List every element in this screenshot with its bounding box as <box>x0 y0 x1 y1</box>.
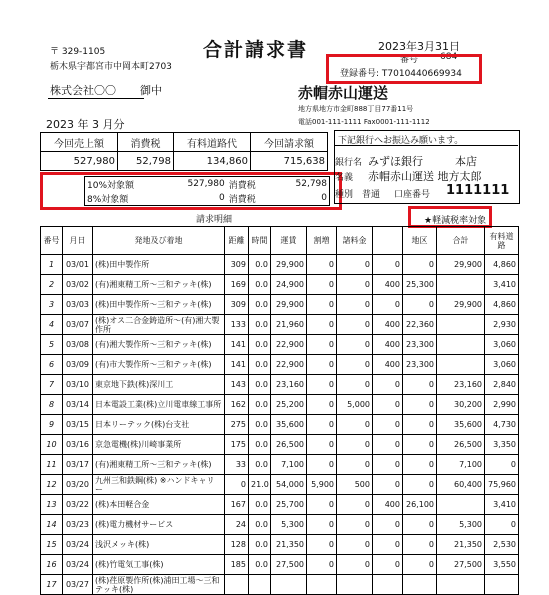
row-toll: 2,990 <box>485 395 519 415</box>
row-surcharge: 0 <box>307 455 337 475</box>
row-total: 5,300 <box>437 515 485 535</box>
row-area: 22,360 <box>403 315 437 335</box>
tax-label: 消費税 <box>228 180 256 191</box>
row-surcharge: 0 <box>307 535 337 555</box>
table-row <box>41 375 519 395</box>
row-extra: 0 <box>373 455 403 475</box>
customer-underline <box>48 98 144 99</box>
row-surcharge: 0 <box>307 275 337 295</box>
row-hours: 0.0 <box>249 455 271 475</box>
row-hours: 0.0 <box>249 495 271 515</box>
row-date: 03/17 <box>63 455 93 475</box>
number-value: 684 <box>440 52 458 62</box>
row-route: (株)竹電気工事(株) <box>93 555 225 575</box>
row-surcharge: 0 <box>307 515 337 535</box>
row-surcharge <box>307 575 337 595</box>
row-area: 0 <box>403 435 437 455</box>
row-surcharge: 0 <box>307 355 337 375</box>
row-fare: 29,900 <box>271 255 307 275</box>
table-row <box>41 275 519 295</box>
row-total: 27,500 <box>437 555 485 575</box>
row-area: 0 <box>403 395 437 415</box>
bank-divider <box>334 145 518 146</box>
row-date: 03/01 <box>63 255 93 275</box>
row-area: 0 <box>403 255 437 275</box>
row-surcharge: 0 <box>307 315 337 335</box>
row-toll: 3,550 <box>485 555 519 575</box>
row-extra: 0 <box>373 515 403 535</box>
row-hours: 0.0 <box>249 435 271 455</box>
invoice-total: 715,638 <box>251 152 328 171</box>
row-total <box>437 275 485 295</box>
row-hours: 0.0 <box>249 335 271 355</box>
row-area: 25,300 <box>403 275 437 295</box>
row-fees: 0 <box>337 435 373 455</box>
account-holder: 赤帽赤山運送 地方太郎 <box>368 170 482 183</box>
table-row <box>41 255 519 275</box>
row-toll: 4,860 <box>485 295 519 315</box>
document-title: 合計請求書 <box>203 39 309 61</box>
row-distance: 24 <box>225 515 249 535</box>
row-area: 0 <box>403 535 437 555</box>
row-fees: 0 <box>337 315 373 335</box>
row-area: 0 <box>403 555 437 575</box>
row-toll: 3,410 <box>485 495 519 515</box>
row-total: 60,400 <box>437 475 485 495</box>
table-header-row <box>41 227 519 255</box>
row-distance: 309 <box>225 255 249 275</box>
row-total: 21,350 <box>437 535 485 555</box>
row-fees: 0 <box>337 535 373 555</box>
row-area: 0 <box>403 375 437 395</box>
row-hours: 0.0 <box>249 515 271 535</box>
table-row <box>41 395 519 415</box>
row-number: 15 <box>41 535 63 555</box>
row-area: 26,100 <box>403 495 437 515</box>
row-fare: 54,000 <box>271 475 307 495</box>
row-area: 0 <box>403 515 437 535</box>
row-fees: 0 <box>337 275 373 295</box>
highlight-tax <box>40 172 342 210</box>
row-distance: 141 <box>225 355 249 375</box>
row-area: 0 <box>403 295 437 315</box>
row-route: (有)市大製作所～三和テッキ(株) <box>93 355 225 375</box>
account-number: 1111111 <box>446 183 510 198</box>
row-surcharge: 0 <box>307 435 337 455</box>
row-hours: 0.0 <box>249 255 271 275</box>
row-distance: 275 <box>225 415 249 435</box>
col-header: 運賃 <box>271 227 307 255</box>
row-distance: 309 <box>225 295 249 315</box>
totals-table <box>40 132 328 171</box>
row-distance: 167 <box>225 495 249 515</box>
toll-total: 134,860 <box>174 152 251 171</box>
row-total <box>437 495 485 515</box>
col-header: 有料道路 <box>485 227 519 255</box>
row-fees: 0 <box>337 375 373 395</box>
row-number: 16 <box>41 555 63 575</box>
row-date: 03/24 <box>63 535 93 555</box>
row-surcharge: 0 <box>307 295 337 315</box>
row-fare: 7,100 <box>271 455 307 475</box>
row-area: 0 <box>403 415 437 435</box>
row-area: 0 <box>403 475 437 495</box>
items-table <box>40 226 519 595</box>
table-row <box>41 315 519 335</box>
row-route: (株)オス二合金鋳造所～(有)湘大製作所 <box>93 315 225 335</box>
row-toll: 75,960 <box>485 475 519 495</box>
row-total: 7,100 <box>437 455 485 475</box>
row-extra: 0 <box>373 535 403 555</box>
row-toll: 4,860 <box>485 255 519 275</box>
row-number: 4 <box>41 315 63 335</box>
row-surcharge: 0 <box>307 255 337 275</box>
company-name: 赤帽赤山運送 <box>298 84 389 102</box>
table-row <box>41 415 519 435</box>
row-hours: 0.0 <box>249 355 271 375</box>
row-surcharge: 0 <box>307 415 337 435</box>
row-extra: 0 <box>373 435 403 455</box>
row-distance: 175 <box>225 435 249 455</box>
row-extra: 400 <box>373 275 403 295</box>
bank-note: 下記銀行へお振込み願います。 <box>338 136 464 146</box>
row-number: 1 <box>41 255 63 275</box>
col-header: 発地及び着地 <box>93 227 225 255</box>
row-route: (有)湘大製作所～三和テッキ(株) <box>93 335 225 355</box>
row-fare <box>271 575 307 595</box>
tax-base-amount: 0 <box>218 193 225 203</box>
row-extra: 0 <box>373 555 403 575</box>
row-number: 9 <box>41 415 63 435</box>
row-date: 03/20 <box>63 475 93 495</box>
row-toll: 3,410 <box>485 275 519 295</box>
row-fees: 0 <box>337 415 373 435</box>
row-fare: 35,600 <box>271 415 307 435</box>
row-number: 3 <box>41 295 63 315</box>
row-number: 6 <box>41 355 63 375</box>
row-toll: 3,350 <box>485 435 519 455</box>
postal-code: 〒 329-1105 <box>50 47 106 57</box>
table-row <box>41 435 519 455</box>
row-total: 35,600 <box>437 415 485 435</box>
tax-total: 52,798 <box>118 152 174 171</box>
col-header <box>373 227 403 255</box>
row-route: (株)田中製作所～三和テッキ(株) <box>93 295 225 315</box>
row-route: 日本リーテック(株)台支社 <box>93 415 225 435</box>
row-hours: 0.0 <box>249 375 271 395</box>
table-row <box>41 335 519 355</box>
row-distance <box>225 575 249 595</box>
row-area: 23,300 <box>403 335 437 355</box>
registration-number: 登録番号: T7010440669934 <box>340 69 462 79</box>
row-distance: 143 <box>225 375 249 395</box>
row-extra: 400 <box>373 355 403 375</box>
row-fees: 0 <box>337 515 373 535</box>
row-date: 03/16 <box>63 435 93 455</box>
col-header: 地区 <box>403 227 437 255</box>
row-route: 浅沢メッキ(株) <box>93 535 225 555</box>
customer-address: 栃木県宇都宮市中岡本町2703 <box>50 62 172 72</box>
row-distance: 0 <box>225 475 249 495</box>
col-header: 距離 <box>225 227 249 255</box>
row-number: 13 <box>41 495 63 515</box>
row-fees: 0 <box>337 295 373 315</box>
table-row <box>41 555 519 575</box>
row-fees: 5,000 <box>337 395 373 415</box>
row-distance: 162 <box>225 395 249 415</box>
row-fare: 24,900 <box>271 275 307 295</box>
row-date: 03/02 <box>63 275 93 295</box>
row-area <box>403 575 437 595</box>
row-fare: 29,900 <box>271 295 307 315</box>
row-distance: 33 <box>225 455 249 475</box>
row-toll: 3,060 <box>485 355 519 375</box>
row-total <box>437 575 485 595</box>
row-surcharge: 0 <box>307 335 337 355</box>
table-row <box>41 455 519 475</box>
row-distance: 141 <box>225 335 249 355</box>
row-extra: 0 <box>373 415 403 435</box>
row-toll: 2,930 <box>485 315 519 335</box>
bank-name: みずほ銀行 <box>368 155 423 168</box>
table-row <box>41 495 519 515</box>
account-number-label: 口座番号 <box>394 190 431 200</box>
account-type: 普通 <box>362 190 381 200</box>
row-fees: 0 <box>337 255 373 275</box>
row-total: 29,900 <box>437 295 485 315</box>
row-area: 23,300 <box>403 355 437 375</box>
row-route: (株)田中製作所 <box>93 255 225 275</box>
row-fare: 26,500 <box>271 435 307 455</box>
bank-label: 銀行名 <box>335 158 363 168</box>
row-number: 5 <box>41 335 63 355</box>
row-extra: 400 <box>373 335 403 355</box>
row-area: 0 <box>403 455 437 475</box>
row-total: 29,900 <box>437 255 485 275</box>
row-extra: 400 <box>373 495 403 515</box>
row-fees: 0 <box>337 335 373 355</box>
row-date: 03/03 <box>63 295 93 315</box>
row-distance: 185 <box>225 555 249 575</box>
row-date: 03/27 <box>63 575 93 595</box>
row-toll: 3,060 <box>485 335 519 355</box>
row-toll: 0 <box>485 515 519 535</box>
row-total: 30,200 <box>437 395 485 415</box>
row-fare: 22,900 <box>271 335 307 355</box>
row-surcharge: 0 <box>307 555 337 575</box>
sales-total: 527,980 <box>41 152 118 171</box>
row-total: 26,500 <box>437 435 485 455</box>
row-route: 東京地下鉄(株)深川工 <box>93 375 225 395</box>
row-number: 14 <box>41 515 63 535</box>
row-fare: 25,700 <box>271 495 307 515</box>
row-fare: 5,300 <box>271 515 307 535</box>
row-hours: 0.0 <box>249 295 271 315</box>
row-route: (株)本田軽合金 <box>93 495 225 515</box>
row-fare: 23,160 <box>271 375 307 395</box>
row-distance: 128 <box>225 535 249 555</box>
row-fees: 0 <box>337 555 373 575</box>
col-header: 割増 <box>307 227 337 255</box>
row-extra: 0 <box>373 395 403 415</box>
row-fare: 27,500 <box>271 555 307 575</box>
totals-header: 今回売上額 <box>41 133 118 152</box>
detail-title: 請求明細 <box>196 215 233 225</box>
row-date: 03/09 <box>63 355 93 375</box>
table-row <box>41 475 519 495</box>
row-date: 03/15 <box>63 415 93 435</box>
row-extra: 0 <box>373 475 403 495</box>
table-row <box>41 535 519 555</box>
row-hours: 0.0 <box>249 315 271 335</box>
table-row <box>41 515 519 535</box>
issue-date: 2023年3月31日 <box>378 40 460 53</box>
holder-label: 名義 <box>335 173 354 183</box>
type-label: 種別 <box>335 190 354 200</box>
col-header: 時間 <box>249 227 271 255</box>
reduced-rate-mark: ★軽減税率対象 <box>424 216 487 226</box>
row-hours: 0.0 <box>249 535 271 555</box>
row-number: 7 <box>41 375 63 395</box>
row-number: 10 <box>41 435 63 455</box>
row-extra: 0 <box>373 295 403 315</box>
row-extra: 0 <box>373 255 403 275</box>
row-fare: 22,900 <box>271 355 307 375</box>
row-total: 23,160 <box>437 375 485 395</box>
row-hours: 0.0 <box>249 275 271 295</box>
row-fare: 25,200 <box>271 395 307 415</box>
table-row <box>41 575 519 595</box>
col-header: 番号 <box>41 227 63 255</box>
tax-amount: 52,798 <box>295 179 327 189</box>
row-surcharge: 0 <box>307 395 337 415</box>
table-row <box>41 355 519 375</box>
row-number: 17 <box>41 575 63 595</box>
row-hours: 0.0 <box>249 395 271 415</box>
row-route: (有)湘東精工所～三和テッキ(株) <box>93 455 225 475</box>
row-extra: 400 <box>373 315 403 335</box>
highlight-reduced <box>408 206 492 228</box>
row-fees <box>337 575 373 595</box>
row-route: (株)荏原製作所(株)浦田工場～三和テッキ(株) <box>93 575 225 595</box>
row-route: (株)電力機材サービス <box>93 515 225 535</box>
billing-period: 2023 年 3 月分 <box>46 118 125 131</box>
row-date: 03/24 <box>63 555 93 575</box>
tax-label: 消費税 <box>228 194 256 205</box>
row-fees: 0 <box>337 455 373 475</box>
row-total <box>437 335 485 355</box>
row-number: 8 <box>41 395 63 415</box>
row-date: 03/22 <box>63 495 93 515</box>
tax-rate-label: 10%対象額 <box>87 180 135 191</box>
company-address: 地方県地方市金町888丁目77番11号 <box>298 105 414 113</box>
row-fees: 0 <box>337 355 373 375</box>
tax-amount: 0 <box>321 193 327 203</box>
bank-branch: 本店 <box>455 155 477 168</box>
row-toll: 2,840 <box>485 375 519 395</box>
row-route: 京急電機(株)川崎事業所 <box>93 435 225 455</box>
row-date: 03/10 <box>63 375 93 395</box>
col-header: 合計 <box>437 227 485 255</box>
honorific: 御中 <box>140 84 162 97</box>
row-distance: 133 <box>225 315 249 335</box>
row-date: 03/14 <box>63 395 93 415</box>
row-hours: 21.0 <box>249 475 271 495</box>
number-label: 番号 <box>400 55 419 65</box>
row-route: 日本電設工業(株)立川電車線工事所 <box>93 395 225 415</box>
tax-base-amount: 527,980 <box>187 179 225 189</box>
row-toll <box>485 575 519 595</box>
row-fees: 0 <box>337 495 373 515</box>
row-route: 九州三和鉄鋼(株) ※ハンドキャリー <box>93 475 225 495</box>
row-number: 11 <box>41 455 63 475</box>
row-date: 03/08 <box>63 335 93 355</box>
col-header: 月日 <box>63 227 93 255</box>
row-route: (有)湘東精工所～三和テッキ(株) <box>93 275 225 295</box>
totals-header: 消費税 <box>118 133 174 152</box>
totals-header: 有料道路代 <box>174 133 251 152</box>
row-fees: 500 <box>337 475 373 495</box>
row-date: 03/23 <box>63 515 93 535</box>
tax-rate-label: 8%対象額 <box>87 194 129 205</box>
row-surcharge: 5,900 <box>307 475 337 495</box>
row-toll: 2,530 <box>485 535 519 555</box>
row-extra <box>373 575 403 595</box>
highlight-registration <box>326 54 482 84</box>
table-row <box>41 295 519 315</box>
row-number: 2 <box>41 275 63 295</box>
row-hours: 0.0 <box>249 415 271 435</box>
row-surcharge: 0 <box>307 375 337 395</box>
row-distance: 169 <box>225 275 249 295</box>
row-fare: 21,350 <box>271 535 307 555</box>
row-number: 12 <box>41 475 63 495</box>
totals-header: 今回請求額 <box>251 133 328 152</box>
row-hours <box>249 575 271 595</box>
customer-name: 株式会社〇〇 <box>50 84 116 97</box>
row-extra: 0 <box>373 375 403 395</box>
row-surcharge: 0 <box>307 495 337 515</box>
row-toll: 4,730 <box>485 415 519 435</box>
row-hours: 0.0 <box>249 555 271 575</box>
row-total <box>437 355 485 375</box>
row-toll: 0 <box>485 455 519 475</box>
company-phone: 電話001-111-1111 Fax0001-111-1112 <box>298 118 430 126</box>
row-total <box>437 315 485 335</box>
row-date: 03/07 <box>63 315 93 335</box>
row-fare: 21,960 <box>271 315 307 335</box>
col-header: 諸料金 <box>337 227 373 255</box>
